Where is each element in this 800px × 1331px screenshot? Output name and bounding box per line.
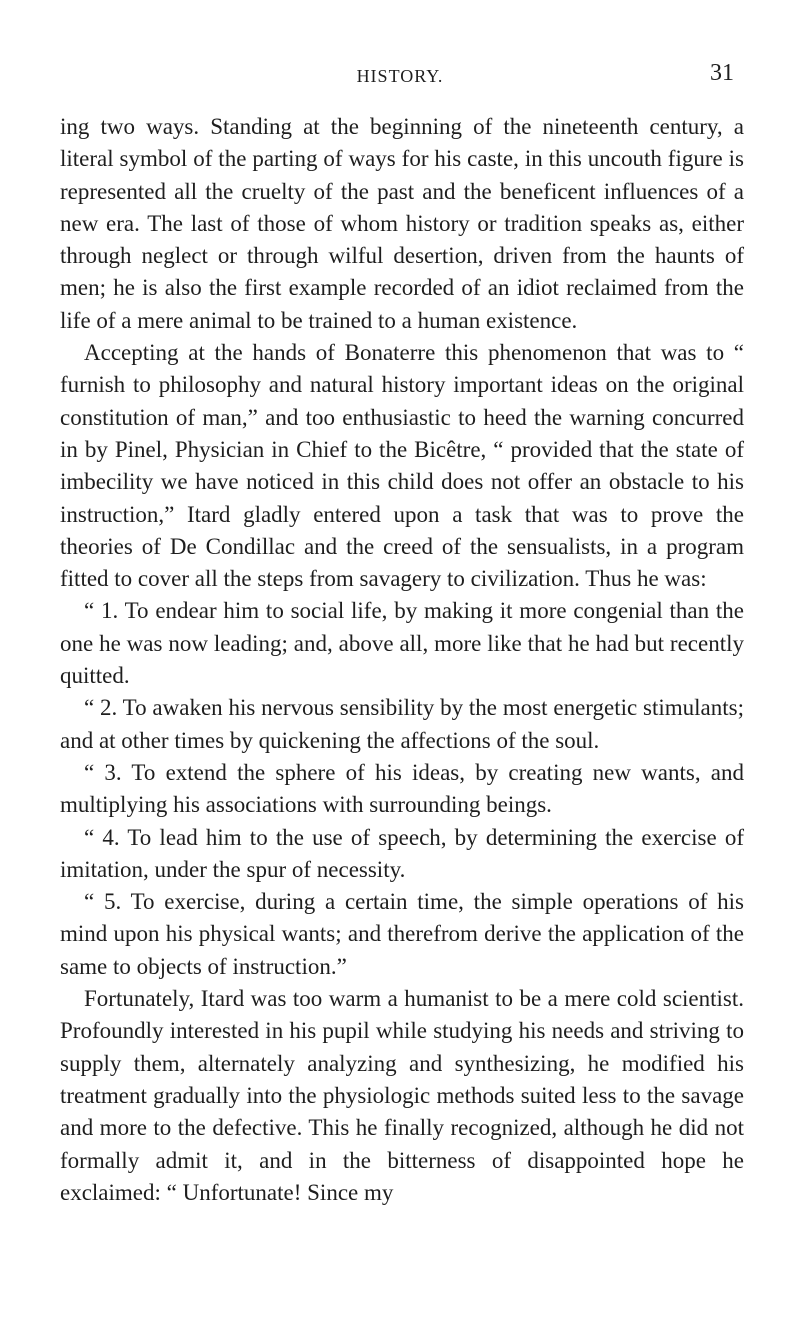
program-item-1: “ 1. To endear him to social life, by making it more congenial than the one he was now leading; and, above all, more like that he had but recently quitted. — [60, 598, 744, 689]
body-text — [60, 111, 744, 1209]
paragraph-continuation: ing two ways. Standing at the beginning of the nineteenth century, a literal symbol of the parting of ways for his caste, in this uncouth figure is represented all the cruelty of the past and the beneficent influences of a new era. The last of those of whom history or tradition speaks as, either through neglect or through wilful desertion, driven from the haunts of men; he is also the first example recorded of an idiot reclaimed from the life of a mere animal to be trained to a human existence. — [60, 114, 744, 333]
program-item-5: “ 5. To exercise, during a certain time, the simple operations of his mind upon his physical wants; and therefrom derive the application of the same to objects of instruction.” — [60, 889, 744, 979]
program-item-2: “ 2. To awaken his nervous sensibility by the most energetic stimulants; and at other times by quickening the affections of the soul. — [60, 695, 744, 753]
program-item-4: “ 4. To lead him to the use of speech, by determining the exercise of imitation, under the spur of necessity. — [60, 824, 744, 882]
page-number: 31 — [710, 60, 734, 86]
running-head — [60, 60, 740, 100]
paragraph-bonaterre: Accepting at the hands of Bonaterre this phenomenon that was to “ furnish to philosophy and natural history important ideas on the original constitution of man,” and too enthusiastic to heed the warning concurred in by Pinel, Physician in Chief to the Bicêtre, “ provided that the state of imbecility we have noticed in this child does not offer an obstacle to his instruction,” Itard gladly entered upon a task that was to prove the theories of De Condillac and the creed of the sensualists, in a program fitted to cover all the steps from savagery to civilization. Thus he was: — [60, 340, 744, 592]
paragraph-fortunately: Fortunately, Itard was too warm a humanist to be a mere cold scientist. Profoundly interested in his pupil while studying his needs and striving to supply them, alternately analyzing and synthesizing, he modified his treatment gradually into the physiologic methods suited less to the savage and more to the defective. This he finally recognized, although he did not formally admit it, and in the bitterness of disappointed hope he exclaimed: “ Unfortunate! Since my — [60, 986, 744, 1205]
program-item-3: “ 3. To extend the sphere of his ideas, by creating new wants, and multiplying his associations with surrounding beings. — [60, 759, 744, 818]
running-title: HISTORY. — [356, 66, 444, 86]
